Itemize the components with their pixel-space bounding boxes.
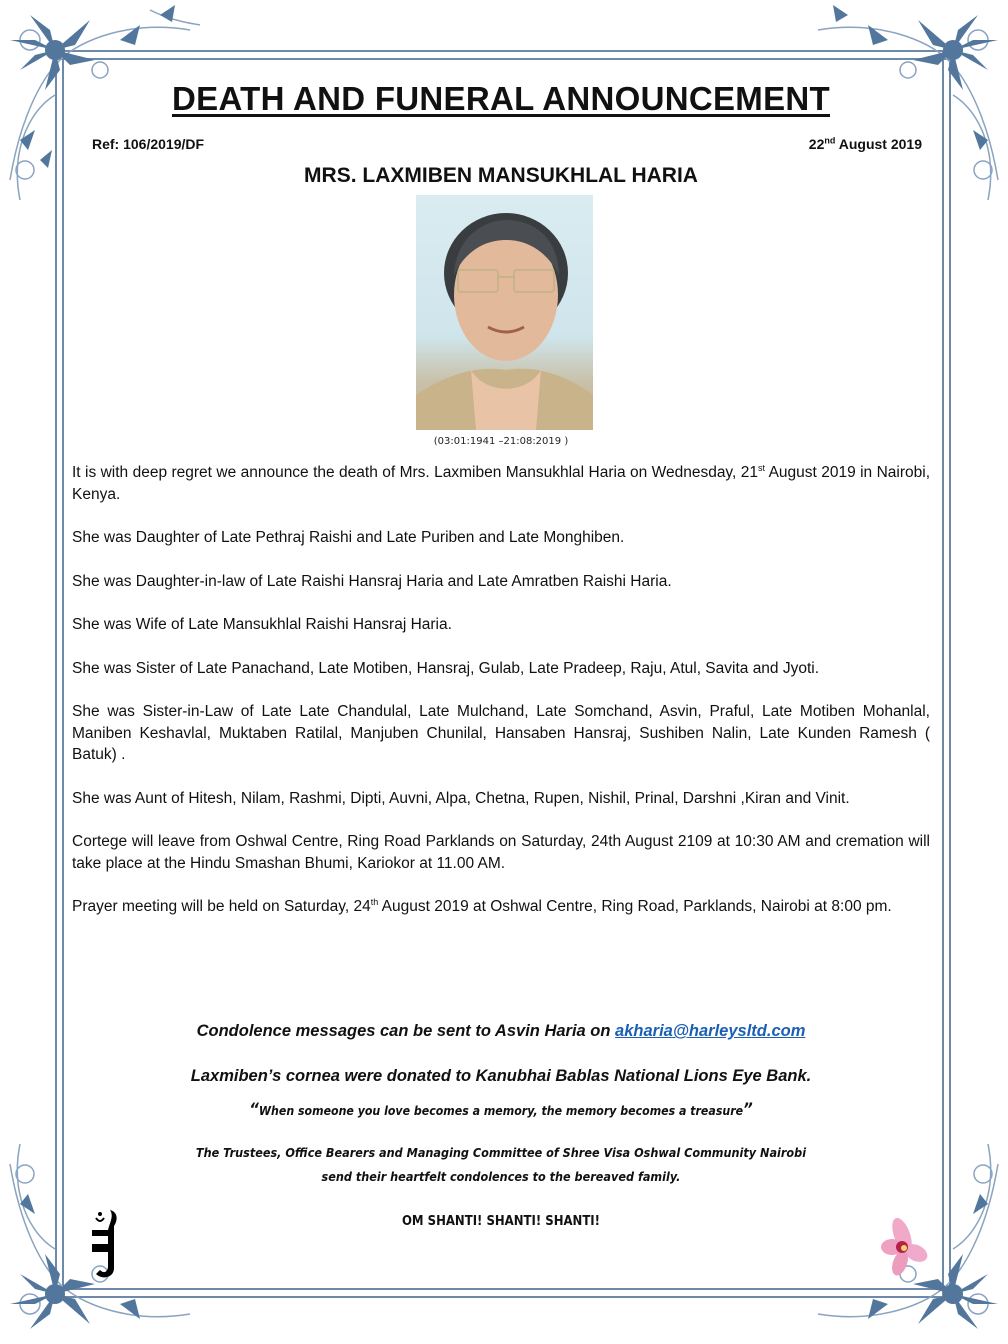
trustees-condolence bbox=[115, 1141, 887, 1189]
om-shanti-closing: OM SHANTI! SHANTI! SHANTI! bbox=[401, 1214, 601, 1229]
paragraph-daughter-in-law: She was Daughter-in-law of Late Raishi Hansraj Haria and Late Amratben Raishi Haria. bbox=[72, 572, 672, 590]
paragraph-aunt: She was Aunt of Hitesh, Nilam, Rashmi, Dipti, Auvni, Alpa, Chetna, Rupen, Nishil, Prinal, Darshni ,Kiran and Vinit. bbox=[72, 789, 850, 807]
lifespan-dates: (03:01:1941 –21:08:2019 ) bbox=[433, 436, 569, 447]
reference-number: Ref: 106/2019/DF bbox=[92, 136, 205, 152]
frame-border-left-outer bbox=[55, 50, 57, 1298]
deceased-name: MRS. LAXMIBEN MANSUKHLAL HARIA bbox=[304, 164, 698, 187]
frame-border-right-inner bbox=[949, 50, 951, 1298]
paragraph-cortege: Cortege will leave from Oshwal Centre, Ring Road Parklands on Saturday, 24th August 2109 at 10:30 AM and cremation will take place at the Hindu Smashan Bhumi, Kariokor at 11.00 AM. bbox=[72, 833, 930, 872]
jain-om-symbol-icon bbox=[88, 1208, 120, 1280]
cornea-donation-note: Laxmiben’s cornea were donated to Kanubhai Bablas National Lions Eye Bank. bbox=[190, 1067, 812, 1085]
memorial-quote: “When someone you love becomes a memory, the memory becomes a treasure” bbox=[249, 1100, 753, 1120]
portrait-photo bbox=[416, 195, 593, 430]
paragraph-sister: She was Sister of Late Panachand, Late Motiben, Hansraj, Gulab, Late Pradeep, Raju, Atul, Savita and Jyoti. bbox=[72, 659, 820, 677]
trustees-line-2: send their heartfelt condolences to the bereaved family. bbox=[321, 1169, 681, 1184]
condolence-email-link[interactable]: akharia@harleysltd.com bbox=[615, 1022, 806, 1040]
frame-border-right-outer bbox=[942, 50, 944, 1298]
condolence-contact: Condolence messages can be sent to Asvin Haria on akharia@harleysltd.com bbox=[196, 1022, 806, 1040]
trustees-line-1: The Trustees, Office Bearers and Managing Committee of Shree Visa Oshwal Community Nairobi bbox=[195, 1145, 807, 1160]
announcement-body bbox=[72, 462, 930, 940]
announcement-date: 22nd August 2019 bbox=[808, 135, 922, 152]
frame-border-left-inner bbox=[62, 50, 64, 1298]
paragraph-sister-in-law: She was Sister-in-Law of Late Late Chandulal, Late Mulchand, Late Somchand, Asvin, Praful, Late Motiben Mohanlal, Maniben Keshavlal, Muktaben Ratilal, Manjuben Chunilal, Hansaben Hansraj, Sushiben Nalin, Late Kunden Ramesh ( Batuk) . bbox=[72, 703, 930, 763]
pink-orchid-flower-icon bbox=[880, 1215, 930, 1280]
portrait-illustration bbox=[416, 195, 593, 430]
document-title: DEATH AND FUNERAL ANNOUNCEMENT bbox=[172, 80, 830, 117]
paragraph-announcement: It is with deep regret we announce the death of Mrs. Laxmiben Mansukhlal Haria on Wednesday, 21st August 2019 in Nairobi, Kenya. bbox=[72, 462, 930, 503]
paragraph-wife: She was Wife of Late Mansukhlal Raishi Hansraj Haria. bbox=[72, 616, 452, 633]
paragraph-prayer-meeting: Prayer meeting will be held on Saturday, 24th August 2019 at Oshwal Centre, Ring Road, Parklands, Nairobi at 8:00 pm. bbox=[72, 896, 892, 915]
paragraph-daughter: She was Daughter of Late Pethraj Raishi and Late Puriben and Late Monghiben. bbox=[72, 529, 625, 546]
